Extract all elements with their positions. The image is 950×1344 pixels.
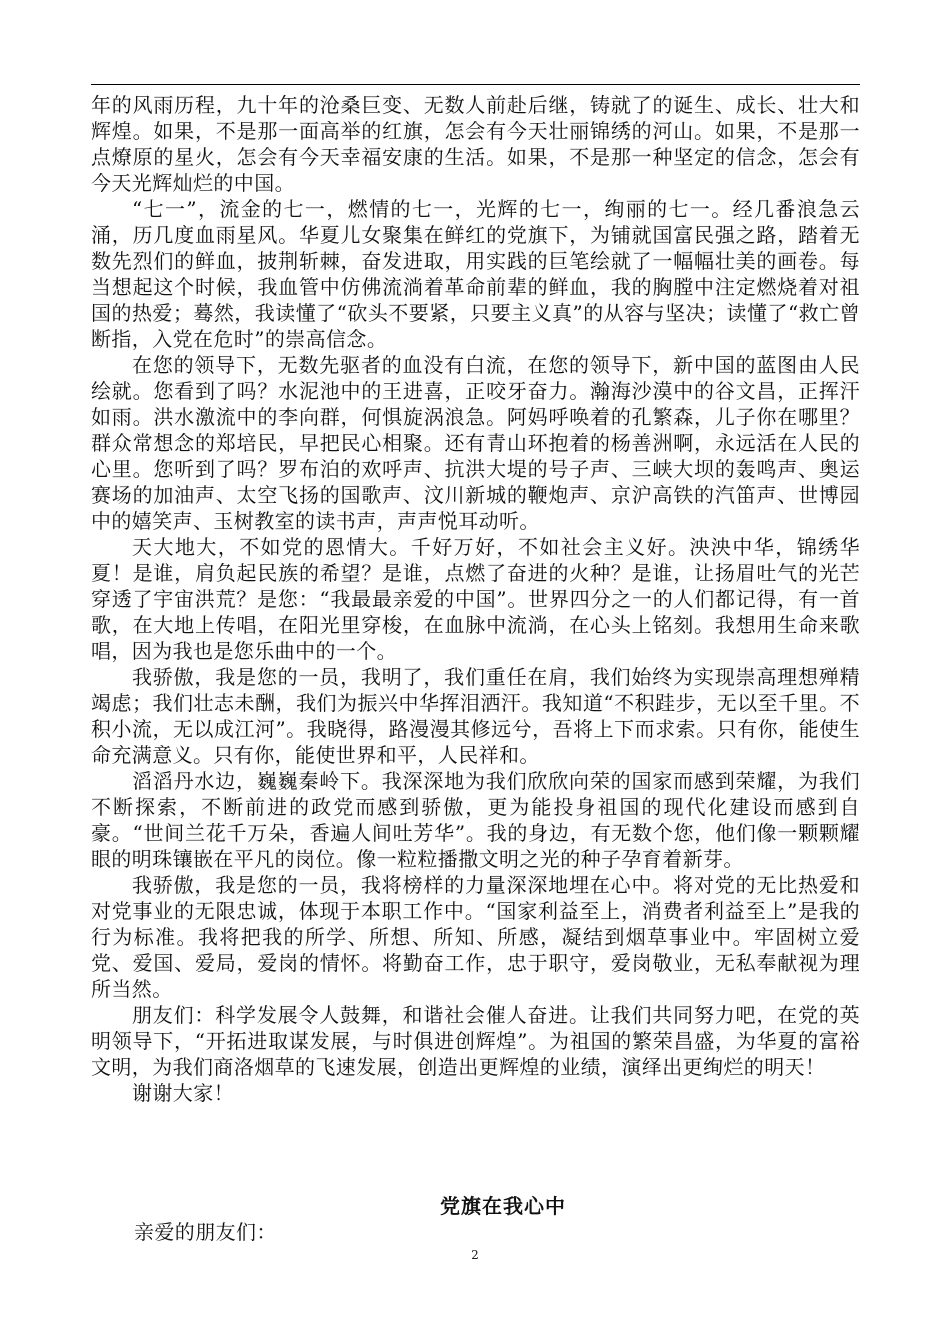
next-section-title: 党旗在我心中 (440, 1194, 566, 1218)
paragraph-6: 滔滔丹水边，巍巍秦岭下。我深深地为我们欣欣向荣的国家而感到荣耀，为我们不断探索，不断前进的政党而感到骄傲，更为能投身祖国的现代化建设而感到自豪。“世间兰花千万朵，香遍人间吐芳华”。我的身边，有无数个您，他们像一颗颗耀眼的明珠镶嵌在平凡的岗位。像一粒粒播撒文明之光的种子孕育着新芽。 (91, 769, 860, 871)
paragraph-5: 我骄傲，我是您的一员，我明了，我们重任在肩，我们始终为实现崇高理想殚精竭虑；我们壮志未酬，我们为振兴中华挥泪洒汗。我知道“不积跬步，无以至千里。不积小流，无以成江河”。我晓得，路漫漫其修远兮，吾将上下而求索。只有你，能使生命充满意义。只有你，能使世界和平，人民祥和。 (91, 665, 860, 767)
header-rule (91, 84, 860, 85)
closing-thanks: 谢谢大家！ (132, 1081, 234, 1105)
paragraph-2: “七一”，流金的七一，燃情的七一，光辉的七一，绚丽的七一。经几番浪急云涌，历几度血雨星风。华夏儿女聚集在鲜红的党旗下，为铺就国富民强之路，踏着无数先烈们的鲜血，披荆斩棘，奋发进取，用实践的巨笔绘就了一幅幅壮美的画卷。每当想起这个时候，我血管中仿佛流淌着革命前辈的鲜血，我的胸膛中注定燃烧着对祖国的热爱；蓦然，我读懂了“砍头不要紧，只要主义真”的从容与坚决；读懂了“救亡曾断指，入党在危时”的崇高信念。 (91, 197, 860, 351)
paragraph-8: 朋友们：科学发展令人鼓舞，和谐社会催人奋进。让我们共同努力吧，在党的英明领导下，“开拓进取谋发展，与时俱进创辉煌”。为祖国的繁荣昌盛，为华夏的富裕文明，为我们商洛烟草的飞速发展，创造出更辉煌的业绩，演绎出更绚烂的明天！ (91, 1003, 860, 1079)
paragraph-4: 天大地大，不如党的恩情大。千好万好，不如社会主义好。泱泱中华，锦绣华夏！是谁，肩负起民族的希望？是谁，点燃了奋进的火种？是谁，让扬眉吐气的光芒穿透了宇宙洪荒？是您：“我最最亲爱的中国”。世界四分之一的人们都记得，有一首歌，在大地上传唱，在阳光里穿梭，在血脉中流淌，在心头上铭刻。我想用生命来歌唱，因为我也是您乐曲中的一个。 (91, 535, 860, 663)
paragraph-7: 我骄傲，我是您的一员，我将榜样的力量深深地埋在心中。将对党的无比热爱和对党事业的无限忠诚，体现于本职工作中。“国家利益至上，消费者利益至上”是我的行为标准。我将把我的所学、所想、所知、所感，凝结到烟草事业中。牢固树立爱党、爱国、爱局，爱岗的情怀。将勤奋工作，忠于职守，爱岗敬业，无私奉献视为理所当然。 (91, 873, 860, 1001)
salutation: 亲爱的朋友们： (134, 1220, 277, 1244)
paragraph-1: 年的风雨历程，九十年的沧桑巨变、无数人前赴后继，铸就了的诞生、成长、壮大和辉煌。如果，不是那一面高举的红旗，怎会有今天壮丽锦绣的河山。如果，不是那一点燎原的星火，怎会有今天幸福安康的生活。如果，不是那一种坚定的信念，怎会有今天光辉灿烂的中国。 (91, 93, 860, 195)
page-number: 2 (471, 1248, 479, 1262)
document-body (91, 92, 860, 1106)
paragraph-3: 在您的领导下，无数先驱者的血没有白流，在您的领导下，新中国的蓝图由人民绘就。您看到了吗？水泥池中的王进喜，正咬牙奋力。瀚海沙漠中的谷文昌，正挥汗如雨。洪水激流中的李向群，何惧旋涡浪急。阿妈呼唤着的孔繁森，儿子你在哪里？群众常想念的郑培民，早把民心相聚。还有青山环抱着的杨善洲啊，永远活在人民的心里。您听到了吗？罗布泊的欢呼声、抗洪大堤的号子声、三峡大坝的轰鸣声、奥运赛场的加油声、太空飞扬的国歌声、汶川新城的鞭炮声、京沪高铁的汽笛声、世博园中的嬉笑声、玉树教室的读书声，声声悦耳动听。 (91, 353, 860, 533)
